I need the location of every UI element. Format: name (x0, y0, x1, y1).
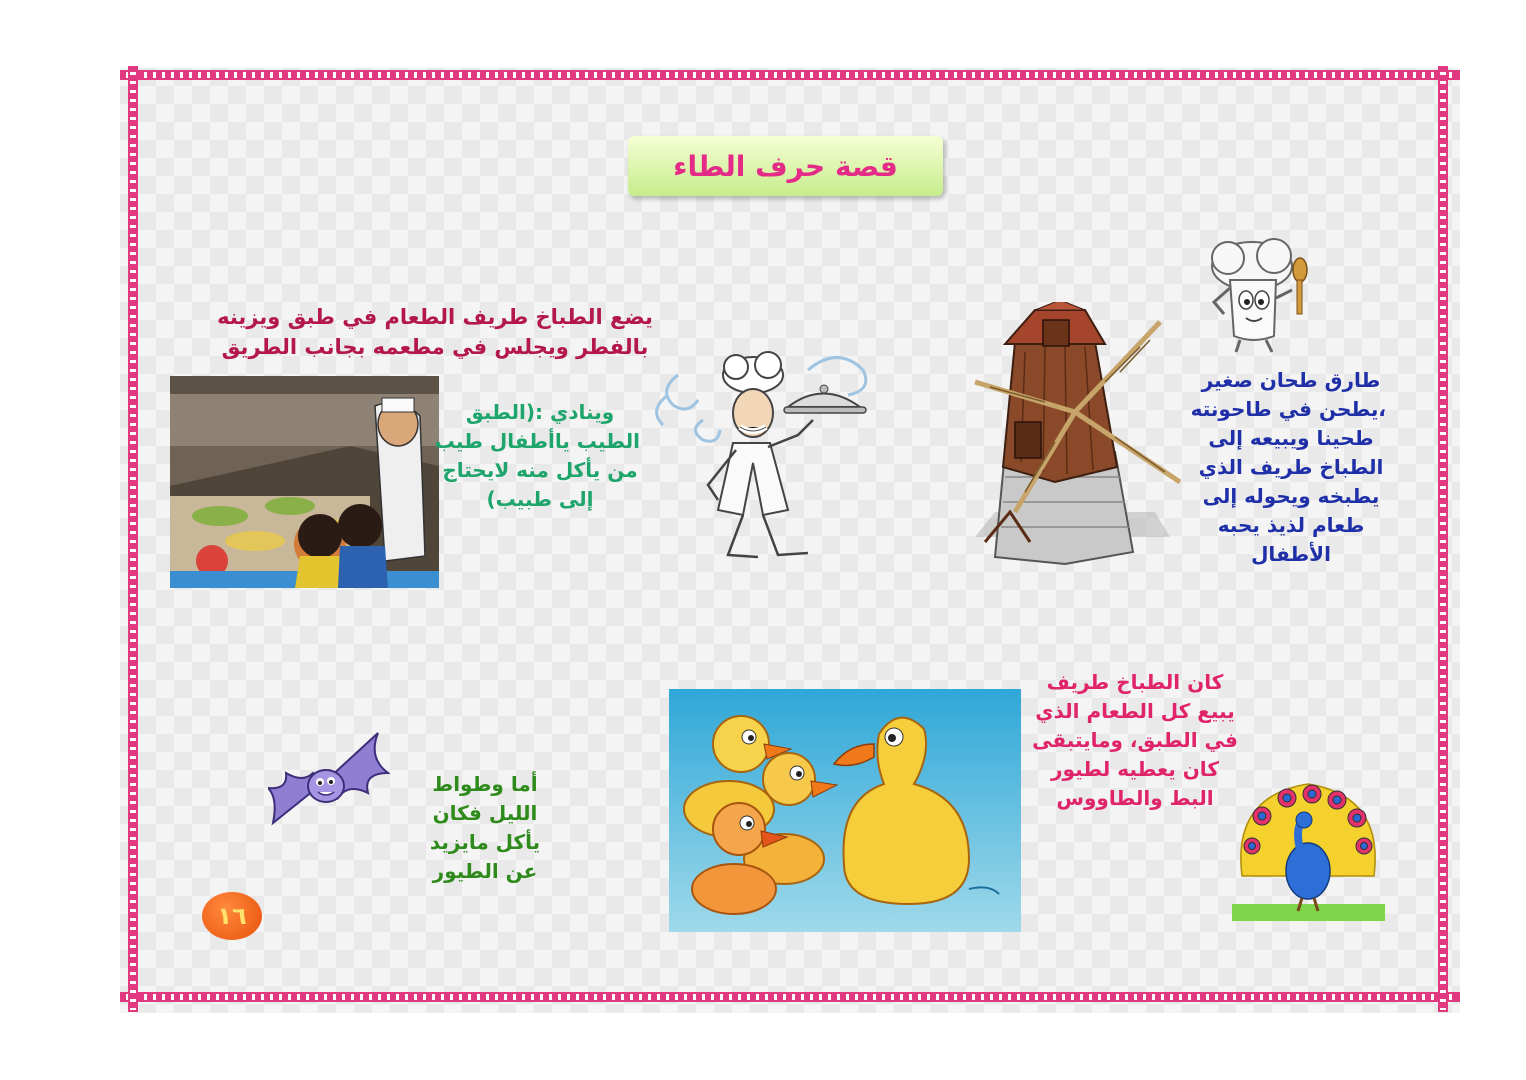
story-paragraph-5 (400, 770, 570, 886)
windmill-icon (955, 302, 1190, 567)
chef-hat-character-icon (1200, 228, 1320, 360)
story-4-line: البط والطاووس (1056, 786, 1214, 810)
story-4-line: كان الطباخ طريف (1046, 670, 1224, 694)
story-5-line: يأكل مايزيد (429, 830, 541, 854)
ducks-image (669, 689, 1021, 932)
story-3-line: من يأكل منه لايحتاج (442, 458, 638, 482)
story-paragraph-2 (210, 302, 660, 363)
left-border (128, 66, 138, 1012)
story-4-line: في الطبق، ومايتبقى (1032, 728, 1238, 752)
story-1-line: طحينا ويبيعه إلى (1208, 426, 1374, 450)
story-1-line: الأطفال (1251, 542, 1331, 566)
page-number-badge (202, 892, 262, 940)
page-number: ١٦ (217, 902, 247, 930)
right-border (1438, 66, 1448, 1012)
story-5-line: عن الطيور (432, 859, 538, 883)
story-3-line: إلى طبيب) (486, 487, 594, 511)
story-2-line: يضع الطباخ طريف الطعام في طبق ويزينه (217, 305, 653, 329)
story-1-line: ،يطحن في طاحونته (1190, 397, 1386, 421)
story-paragraph-1 (1190, 366, 1386, 569)
story-2-line: بالفطر ويجلس في مطعمه بجانب الطريق (221, 335, 649, 360)
top-border (120, 70, 1460, 80)
page-title: قصة حرف الطاء (673, 149, 898, 183)
story-3-line: وينادي :(الطبق (465, 400, 615, 424)
chef-with-platter-icon (648, 335, 883, 565)
story-paragraph-3 (434, 398, 640, 514)
story-1-line: الطباخ طريف الذي (1198, 455, 1384, 479)
story-5-line: الليل فكان (432, 801, 538, 825)
story-1-line: طعام لذيذ يحبه (1217, 513, 1365, 537)
bat-icon (268, 728, 390, 832)
story-5-line: أما وطواط (432, 772, 538, 796)
story-4-line: كان يعطيه لطيور (1051, 757, 1219, 781)
story-3-line: الطيب ياأطفال طيب (434, 429, 640, 453)
story-paragraph-4 (1030, 668, 1240, 813)
story-4-line: يبيع كل الطعام الذي (1035, 699, 1235, 723)
title-banner (628, 136, 943, 196)
story-1-line: طارق طحان صغير (1201, 368, 1381, 392)
peacock-icon (1232, 776, 1385, 921)
story-1-line: يطبخه ويحوله إلى (1202, 484, 1380, 508)
restaurant-buffet-image (170, 376, 439, 588)
bottom-border (120, 992, 1460, 1002)
